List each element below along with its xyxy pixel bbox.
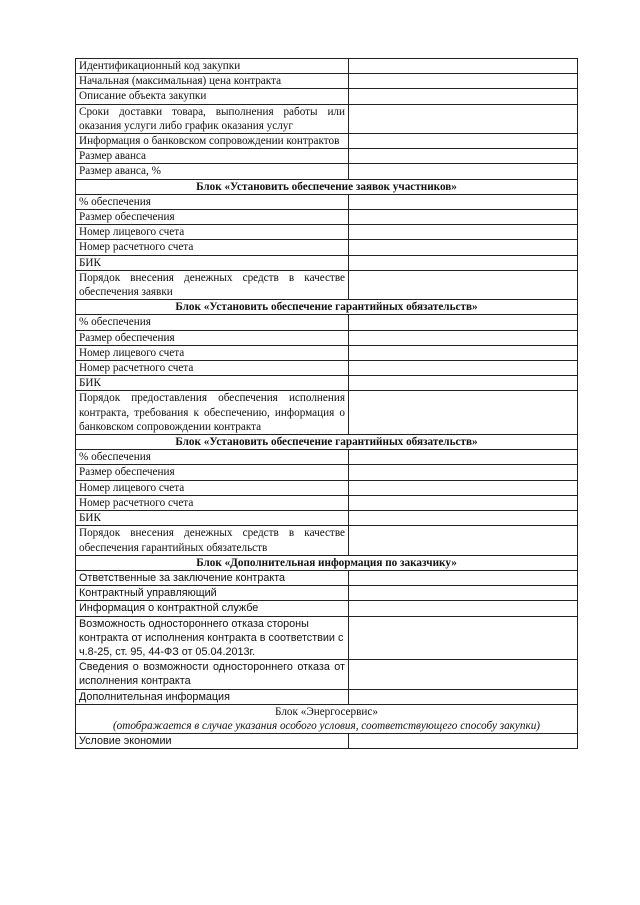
field-value-cell[interactable] — [349, 270, 578, 299]
field-label: Дополнительная информация — [76, 689, 349, 704]
field-label: Ответственные за заключение контракта — [76, 570, 349, 585]
field-value-cell[interactable] — [349, 616, 578, 660]
field-value-cell[interactable] — [349, 149, 578, 164]
field-value-cell[interactable] — [349, 255, 578, 270]
field-value-cell[interactable] — [349, 511, 578, 526]
field-value-cell[interactable] — [349, 480, 578, 495]
form-row — [76, 480, 578, 495]
field-label: Описание объекта закупки — [76, 89, 349, 104]
field-value-cell[interactable] — [349, 586, 578, 601]
field-label: Номер расчетного счета — [76, 240, 349, 255]
form-row — [76, 240, 578, 255]
field-label: Порядок внесения денежных средств в качестве обеспечения заявки — [76, 270, 349, 299]
field-label: % обеспечения — [76, 315, 349, 330]
form-row — [76, 149, 578, 164]
form-row — [76, 361, 578, 376]
field-value-cell[interactable] — [349, 194, 578, 209]
field-label: Порядок предоставления обеспечения исполнения контракта, требования к обеспечению, информация о банковском сопровождении контракта — [76, 391, 349, 435]
field-value-cell[interactable] — [349, 164, 578, 179]
field-value-cell[interactable] — [349, 240, 578, 255]
section-note: (отображается в случае указания особого условия, соответствующего способу закупки) — [112, 719, 541, 732]
field-value-cell[interactable] — [349, 74, 578, 89]
form-row — [76, 74, 578, 89]
form-row — [76, 526, 578, 555]
form-row — [76, 194, 578, 209]
form-row — [76, 104, 578, 133]
field-label: Информация о контрактной службе — [76, 601, 349, 616]
procurement-form-document — [75, 58, 578, 749]
field-label: Номер лицевого счета — [76, 345, 349, 360]
section-header: Блок «Установить обеспечение гарантийных обязательств» — [76, 300, 578, 315]
form-row — [76, 210, 578, 225]
form-row — [76, 345, 578, 360]
field-value-cell[interactable] — [349, 104, 578, 133]
field-value-cell[interactable] — [349, 570, 578, 585]
field-label: Условие экономии — [76, 734, 349, 749]
section-header: Блок «Установить обеспечение гарантийных обязательств» — [76, 435, 578, 450]
field-value-cell[interactable] — [349, 465, 578, 480]
field-label: Сведения о возможности одностороннего отказа от исполнения контракта — [76, 660, 349, 689]
form-row — [76, 689, 578, 704]
field-label: Контрактный управляющий — [76, 586, 349, 601]
form-row — [76, 570, 578, 585]
form-row — [76, 255, 578, 270]
form-row — [76, 616, 578, 660]
field-label: % обеспечения — [76, 450, 349, 465]
field-label: БИК — [76, 376, 349, 391]
field-label: Порядок внесения денежных средств в качестве обеспечения гарантийных обязательств — [76, 526, 349, 555]
field-value-cell[interactable] — [349, 391, 578, 435]
form-row — [76, 59, 578, 74]
field-value-cell[interactable] — [349, 689, 578, 704]
field-value-cell[interactable] — [349, 330, 578, 345]
form-row — [76, 134, 578, 149]
field-value-cell[interactable] — [349, 526, 578, 555]
field-value-cell[interactable] — [349, 495, 578, 510]
field-value-cell[interactable] — [349, 660, 578, 689]
field-label: % обеспечения — [76, 194, 349, 209]
field-label: БИК — [76, 511, 349, 526]
form-row — [76, 734, 578, 749]
field-label: Размер аванса, % — [76, 164, 349, 179]
form-row — [76, 391, 578, 435]
field-label: Информация о банковском сопровождении контрактов — [76, 134, 349, 149]
section-header: Блок «Установить обеспечение заявок участников» — [76, 179, 578, 194]
form-row — [76, 89, 578, 104]
field-label: БИК — [76, 255, 349, 270]
section-header-row — [76, 435, 578, 450]
section-header: Блок «Энергосервис» — [275, 705, 378, 718]
field-label: Номер лицевого счета — [76, 225, 349, 240]
field-value-cell[interactable] — [349, 361, 578, 376]
field-label: Возможность одностороннего отказа стороны контракта от исполнения контракта в соответствии с ч.8-25, ст. 95, 44-ФЗ от 05.04.2013г. — [76, 616, 349, 660]
field-value-cell[interactable] — [349, 134, 578, 149]
field-value-cell[interactable] — [349, 59, 578, 74]
form-row — [76, 225, 578, 240]
field-label: Размер аванса — [76, 149, 349, 164]
field-value-cell[interactable] — [349, 210, 578, 225]
section-header-row — [76, 179, 578, 194]
field-value-cell[interactable] — [349, 345, 578, 360]
form-row — [76, 586, 578, 601]
field-label: Номер расчетного счета — [76, 495, 349, 510]
form-row — [76, 450, 578, 465]
field-label: Размер обеспечения — [76, 465, 349, 480]
section-header-cell — [76, 704, 578, 733]
form-row — [76, 601, 578, 616]
field-value-cell[interactable] — [349, 376, 578, 391]
form-row — [76, 315, 578, 330]
section-header-row — [76, 555, 578, 570]
field-label: Размер обеспечения — [76, 330, 349, 345]
field-label: Сроки доставки товара, выполнения работы или оказания услуги либо график оказания услуг — [76, 104, 349, 133]
section-header: Блок «Дополнительная информация по заказчику» — [76, 555, 578, 570]
section-header-row — [76, 300, 578, 315]
field-value-cell[interactable] — [349, 315, 578, 330]
form-row — [76, 270, 578, 299]
form-row — [76, 511, 578, 526]
field-label: Идентификационный код закупки — [76, 59, 349, 74]
field-value-cell[interactable] — [349, 450, 578, 465]
field-label: Начальная (максимальная) цена контракта — [76, 74, 349, 89]
form-row — [76, 376, 578, 391]
form-row — [76, 465, 578, 480]
field-value-cell[interactable] — [349, 601, 578, 616]
procurement-form-table — [75, 58, 578, 749]
field-value-cell[interactable] — [349, 89, 578, 104]
field-label: Размер обеспечения — [76, 210, 349, 225]
field-label: Номер расчетного счета — [76, 361, 349, 376]
form-row — [76, 164, 578, 179]
form-row — [76, 660, 578, 689]
form-row — [76, 495, 578, 510]
field-value-cell[interactable] — [349, 225, 578, 240]
field-label: Номер лицевого счета — [76, 480, 349, 495]
section-header-row — [76, 704, 578, 733]
field-value-cell[interactable] — [349, 734, 578, 749]
form-row — [76, 330, 578, 345]
form-table-body — [76, 59, 578, 749]
